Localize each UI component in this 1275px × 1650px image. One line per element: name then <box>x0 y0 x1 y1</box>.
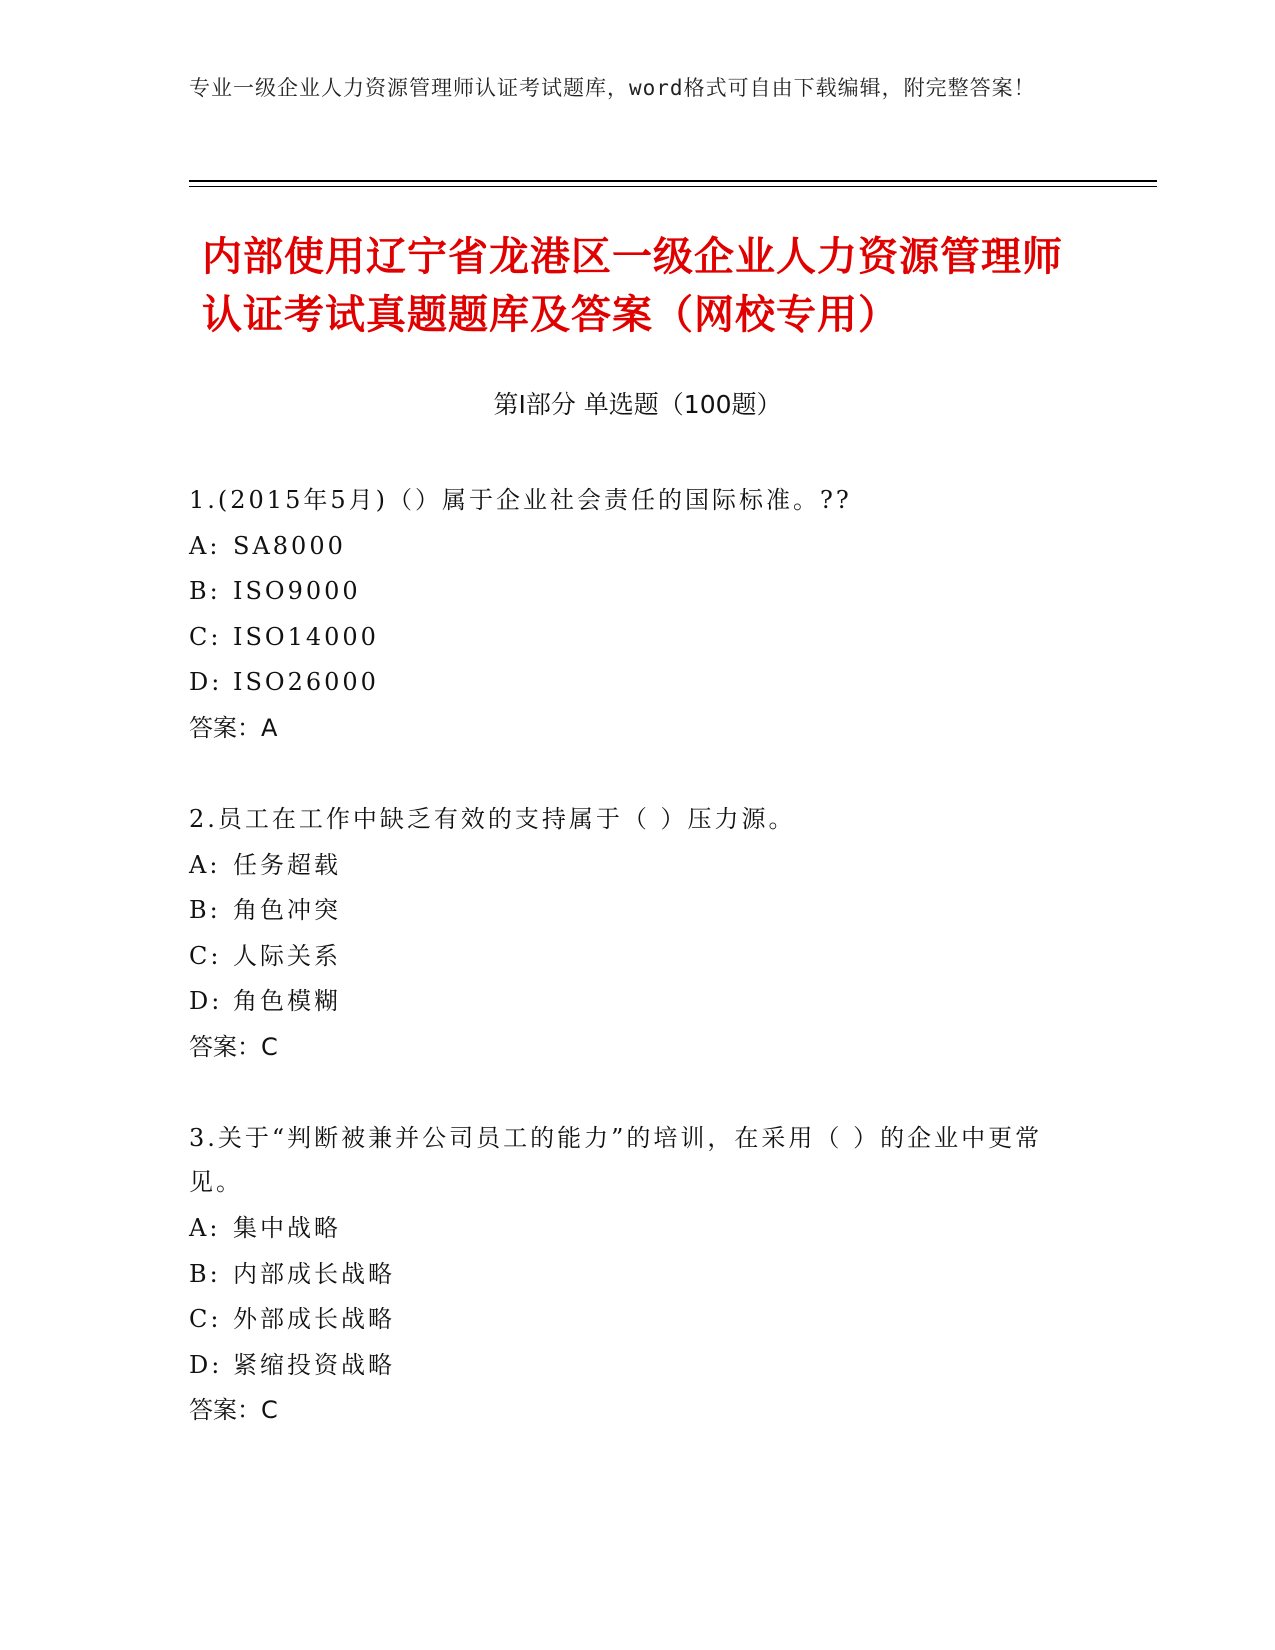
option-text: ISO26000 <box>233 668 379 696</box>
option-letter: C: <box>189 622 222 651</box>
option-letter: D: <box>189 668 223 696</box>
answer-line: 答案：C <box>189 1032 278 1061</box>
option-text: SA8000 <box>233 531 346 560</box>
option-letter: A: <box>189 531 221 560</box>
option-d <box>189 1343 1089 1389</box>
answer-line: 答案：C <box>189 1396 278 1424</box>
option-text: ISO14000 <box>233 622 379 651</box>
option-c <box>189 934 1089 980</box>
option-text: 角色冲突 <box>233 896 341 924</box>
option-text: 集中战略 <box>233 1214 341 1242</box>
document-title: 内部使用辽宁省龙港区一级企业人力资源管理师认证考试真题题库及答案（网校专用） <box>202 234 1063 338</box>
option-text: 角色模糊 <box>233 987 341 1015</box>
header-divider-thin <box>189 186 1157 187</box>
question-stem: 3.关于“判断被兼并公司员工的能力”的培训，在采用（ ）的企业中更常见。 <box>189 1124 1043 1196</box>
question-stem: 1.(2015年5月)（）属于企业社会责任的国际标准。?? <box>189 486 852 514</box>
option-letter: D: <box>189 1350 223 1379</box>
question-2 <box>189 797 1089 1070</box>
question-stem: 2.员工在工作中缺乏有效的支持属于（ ）压力源。 <box>189 805 796 833</box>
question-3 <box>189 1116 1089 1434</box>
option-c <box>189 615 1089 661</box>
option-text: ISO9000 <box>233 577 361 605</box>
option-text: 外部成长战略 <box>233 1305 395 1333</box>
section-heading: 第Ⅰ部分 单选题（100题） <box>493 390 782 419</box>
option-c <box>189 1297 1089 1343</box>
option-letter: D: <box>189 987 223 1015</box>
option-letter: C: <box>189 1305 222 1333</box>
answer-line: 答案：A <box>189 713 278 742</box>
option-a <box>189 1206 1089 1252</box>
option-letter: B: <box>189 896 221 924</box>
option-text: 紧缩投资战略 <box>233 1350 395 1379</box>
option-letter: A: <box>189 1214 221 1242</box>
option-b <box>189 569 1089 615</box>
option-a <box>189 524 1089 570</box>
header-divider-thick <box>189 180 1157 182</box>
question-list <box>189 478 1089 1480</box>
option-text: 任务超载 <box>233 850 341 879</box>
option-letter: B: <box>189 577 221 605</box>
header-note: 专业一级企业人力资源管理师认证考试题库，word格式可自由下载编辑，附完整答案！ <box>189 76 1036 100</box>
option-letter: B: <box>189 1259 221 1288</box>
option-text: 内部成长战略 <box>233 1259 395 1288</box>
option-a <box>189 843 1089 889</box>
option-b <box>189 1252 1089 1298</box>
option-d <box>189 979 1089 1025</box>
option-letter: A: <box>189 850 221 879</box>
question-1 <box>189 478 1089 751</box>
option-letter: C: <box>189 941 222 970</box>
option-d <box>189 660 1089 706</box>
option-text: 人际关系 <box>233 941 341 970</box>
option-b <box>189 888 1089 934</box>
